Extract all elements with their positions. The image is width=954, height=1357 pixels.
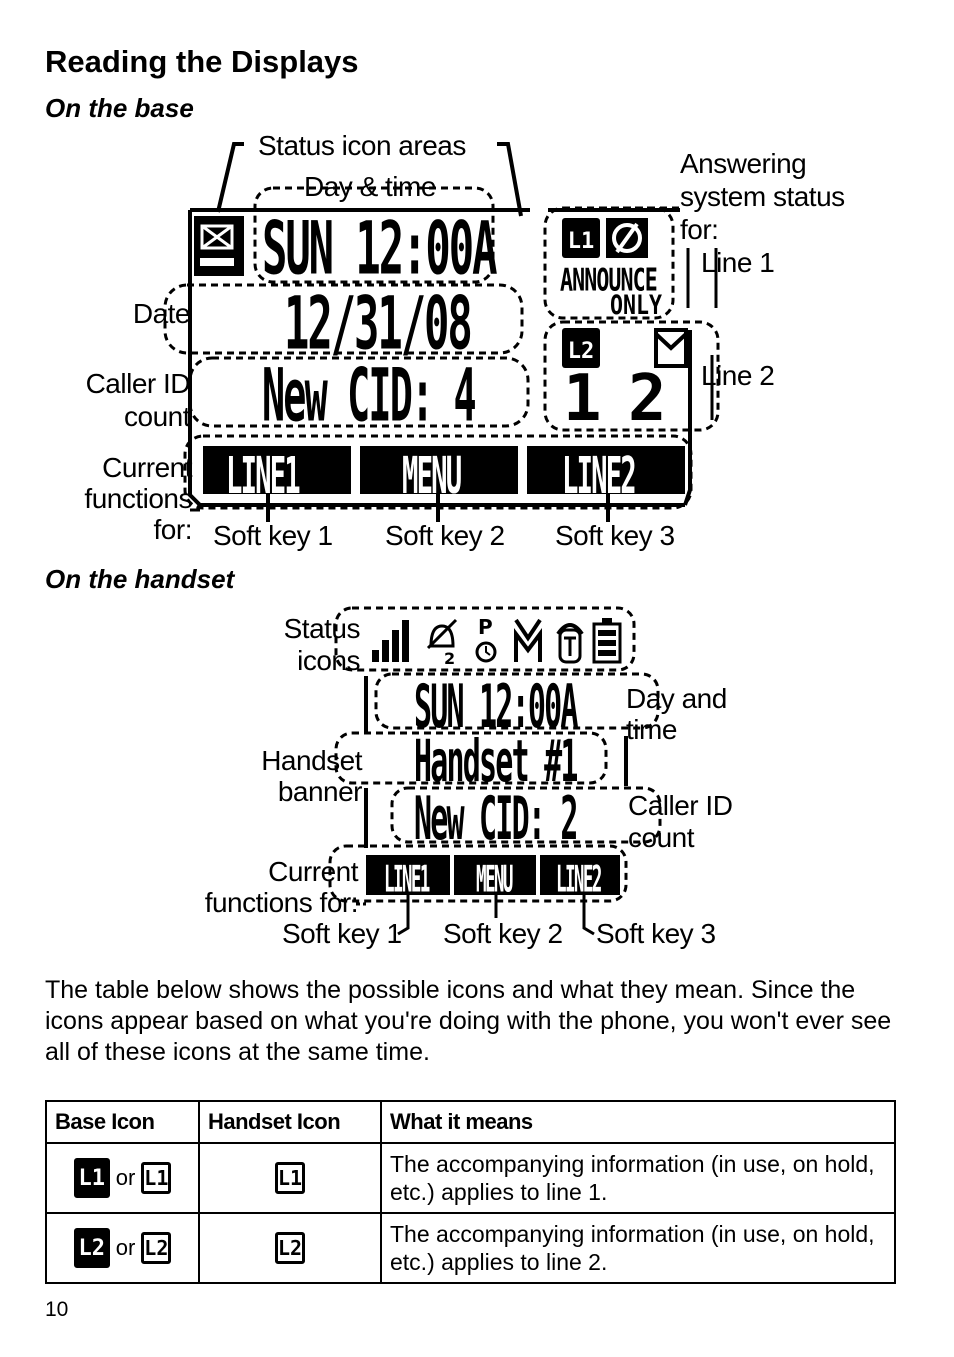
base-message-icon [656, 330, 686, 366]
header-handset-icon: Handset Icon [199, 1101, 381, 1143]
status-icons-label-2: icons [297, 645, 360, 676]
handset-banner-label-1: Handset [261, 745, 362, 776]
base-icon-cell [46, 1213, 199, 1283]
base-softkey-1-label: Soft key 1 [213, 520, 333, 551]
handset-softkey-1-text: LINE1 [384, 857, 429, 901]
base-softkey-2-label: Soft key 2 [385, 520, 505, 551]
handset-icon-cell [199, 1143, 381, 1213]
answering-label-3: for: [680, 214, 719, 245]
handset-day-time-label-1: Day and [626, 683, 727, 714]
header-base-icon: Base Icon [46, 1101, 199, 1143]
base-announce: ANNOUNCE [560, 262, 657, 299]
day-time-label: Day & time [304, 171, 436, 202]
talk-icon [558, 625, 582, 662]
base-count-line1: 1 [563, 362, 602, 436]
table-row [46, 1213, 895, 1283]
line1-outline-icon: L1 [141, 1162, 171, 1194]
table-header-row [46, 1101, 895, 1143]
handset-softkey-2-label: Soft key 2 [443, 918, 563, 949]
status-icon-areas-label: Status icon areas [258, 130, 466, 161]
intro-paragraph: The table below shows the possible icons and what they mean. Since the icons appear based on what you're doing with the phone, you won't ever see all of these icons at the same time. [45, 976, 892, 1066]
caller-id-label-2: count [124, 401, 190, 432]
meaning-cell: The accompanying information (in use, on hold, etc.) applies to line 2. [381, 1213, 895, 1283]
line2-label: Line 2 [701, 360, 775, 391]
base-no-entry-icon [606, 218, 648, 258]
header-meaning: What it means [381, 1101, 895, 1143]
base-icon-cell [46, 1143, 199, 1213]
svg-text:L2: L2 [567, 339, 595, 364]
handset-section-title: On the handset [45, 564, 235, 594]
handset-caller-id-label-2: count [628, 822, 694, 853]
signal-icon [372, 620, 409, 662]
handset-softkey-3-label: Soft key 3 [596, 918, 716, 949]
date-label: Date [132, 298, 190, 329]
handset-current-functions-label-1: Current [268, 856, 358, 887]
line2-solid-icon: L2 [74, 1228, 110, 1268]
battery-icon [594, 618, 620, 662]
handset-current-functions-label-2: functions for: [204, 887, 358, 918]
page-heading: Reading the Displays [45, 44, 359, 79]
base-softkey-2-text: MENU [402, 447, 461, 506]
or-word: or [115, 1165, 136, 1190]
svg-text:2: 2 [444, 649, 456, 668]
meaning-cell: The accompanying information (in use, on hold, etc.) applies to line 1. [381, 1143, 895, 1213]
base-line1-tag [562, 218, 600, 258]
current-functions-label-1: Current [102, 452, 192, 483]
page-number: 10 [45, 1298, 69, 1321]
caller-id-label-1: Caller ID [85, 368, 190, 399]
base-cid-count: New CID: 4 [262, 352, 475, 439]
base-count-line2: 2 [628, 362, 667, 436]
base-section-title: On the base [45, 93, 194, 123]
line2-outline-icon: L2 [141, 1232, 171, 1264]
answering-label-2: system status [680, 181, 845, 212]
base-softkey-3-label: Soft key 3 [555, 520, 675, 551]
base-only: ONLY [610, 290, 663, 321]
handset-softkey-2-text: MENU [476, 857, 512, 901]
handset-caller-id-label-1: Caller ID [628, 790, 733, 821]
answering-label-1: Answering [680, 148, 807, 179]
ringer-off-icon [428, 620, 456, 668]
handset-cid-count: New CID: 2 [414, 784, 577, 854]
status-icons-label-1: Status [283, 613, 360, 644]
line1-label: Line 1 [701, 247, 775, 278]
handset-day-time: SUN 12:00A [414, 672, 577, 742]
alarm-icon [477, 615, 495, 661]
handset-banner: Handset #1 [414, 728, 577, 795]
line2-handset-icon: L2 [275, 1232, 305, 1264]
base-softkey-1-text: LINE1 [226, 447, 299, 506]
base-date: 12/31/08 [284, 280, 471, 367]
line1-handset-icon: L1 [275, 1162, 305, 1194]
line1-solid-icon: L1 [74, 1158, 110, 1198]
icon-table [45, 1100, 896, 1284]
base-day-time: SUN 12:00A [262, 205, 496, 292]
base-status-icon [194, 216, 244, 276]
base-softkey-3-text: LINE2 [562, 447, 635, 506]
handset-softkey-1-label: Soft key 1 [282, 918, 402, 949]
table-row [46, 1143, 895, 1213]
or-word: or [115, 1235, 136, 1260]
svg-text:P: P [478, 615, 493, 639]
handset-banner-label-2: banner [277, 776, 362, 807]
handset-softkey-3-text: LINE2 [556, 857, 601, 901]
current-functions-label-2: functions [84, 483, 192, 514]
current-functions-label-3: for: [153, 514, 192, 545]
handset-day-time-label-2: time [626, 714, 677, 745]
handset-icon-cell [199, 1213, 381, 1283]
message-icon [516, 620, 540, 662]
svg-text:L1: L1 [567, 229, 595, 254]
